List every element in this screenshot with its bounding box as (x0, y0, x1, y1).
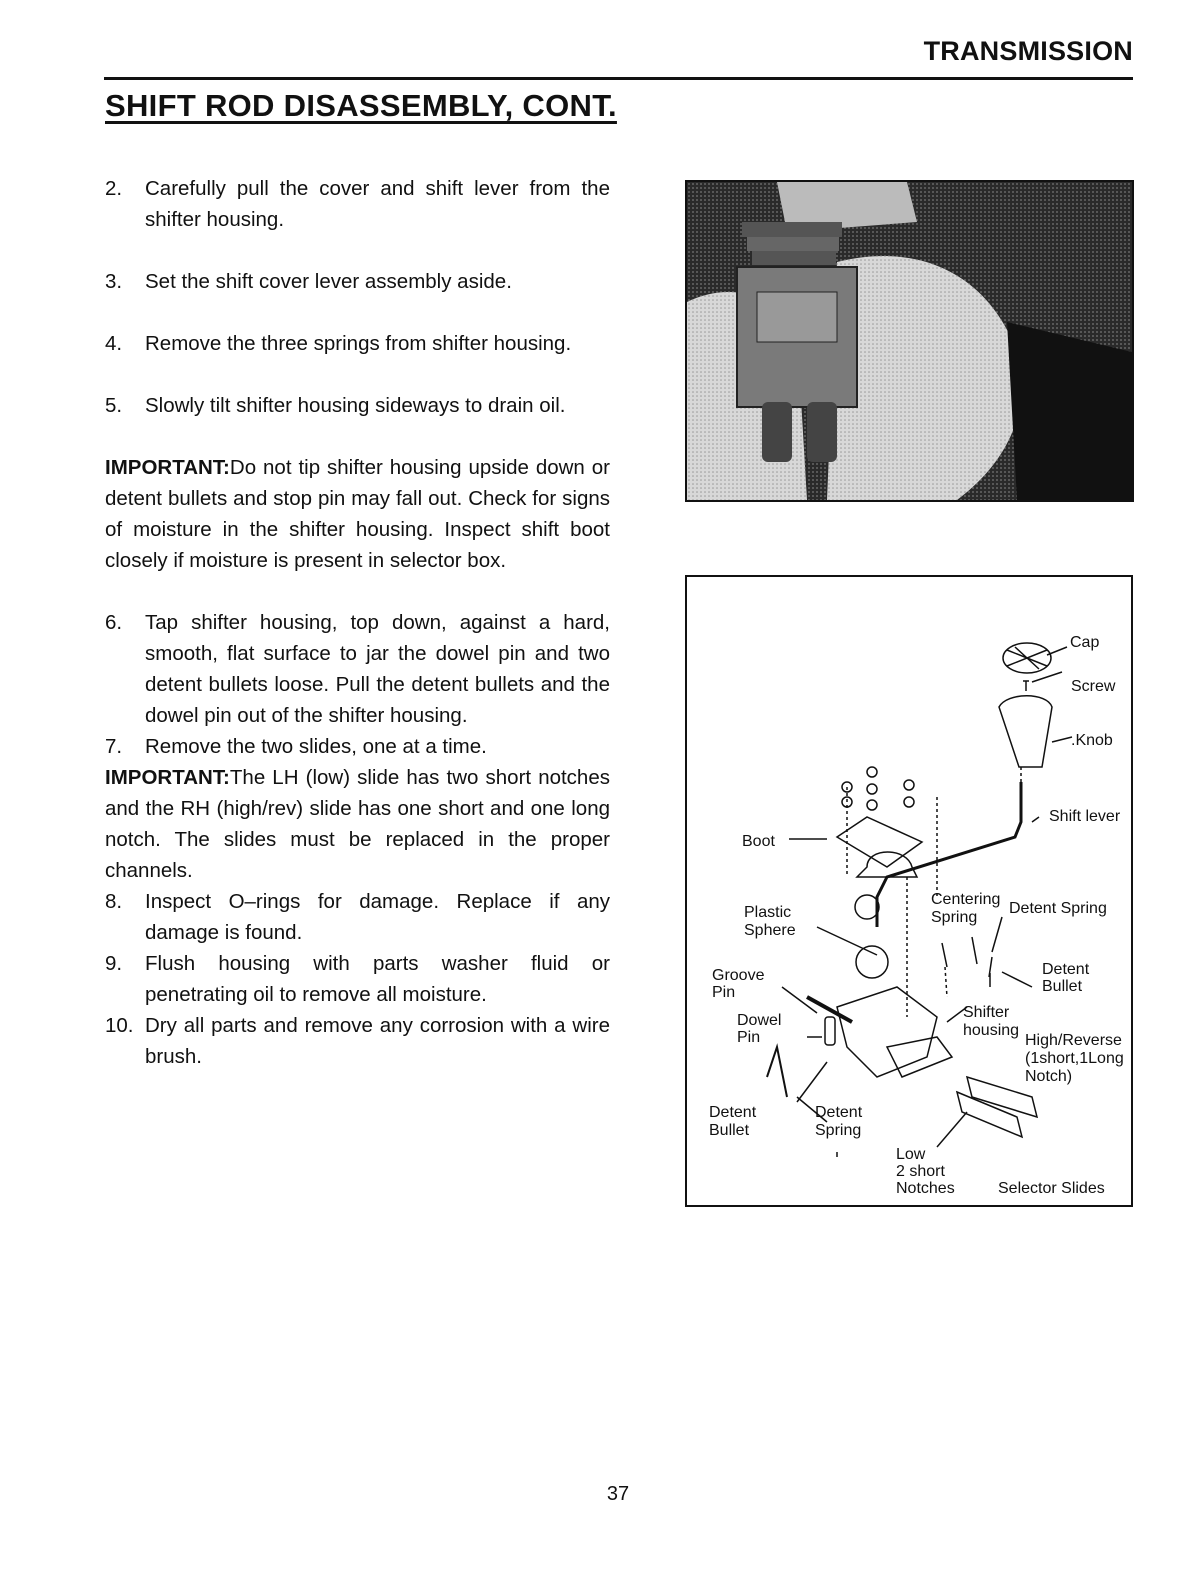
step-number: 2. (105, 177, 123, 200)
label-dowel: Dowel (737, 1012, 782, 1029)
step-text: Carefully pull the cover and shift lever from the shifter housing. (145, 177, 610, 231)
step-number: 10. (105, 1014, 134, 1037)
label-groove: Groove (712, 967, 765, 984)
diagram-svg (687, 577, 1131, 1205)
label-detent-spring-bottom: Detent (815, 1104, 863, 1121)
groove-pin-icon (807, 997, 852, 1022)
important-note (105, 452, 610, 576)
label-detent-top: Detent (1042, 961, 1090, 978)
step-item (105, 607, 610, 731)
step-item (105, 886, 610, 948)
label-detent-spring-top: Detent Spring (1009, 900, 1107, 917)
photo-illustration (687, 182, 1132, 500)
boot-icon (857, 852, 917, 877)
knob-icon (999, 696, 1052, 767)
important-text: The LH (low) slide has two short notches and the RH (high/rev) slide has one short and one long notch. The slides must be replaced in the proper channels. (105, 766, 610, 882)
step-item (105, 948, 610, 1010)
step-number: 6. (105, 611, 123, 634)
label-high-reverse: High/Reverse (1025, 1032, 1122, 1049)
label-two-short: 2 short (896, 1163, 945, 1180)
label-boot: Boot (742, 833, 775, 850)
label-notches: Notches (896, 1180, 955, 1197)
step-number: 4. (105, 332, 123, 355)
important-label: IMPORTANT: (105, 766, 230, 789)
step-number: 3. (105, 270, 123, 293)
sphere-seat-icon (856, 946, 888, 978)
page-title: SHIFT ROD DISASSEMBLY, CONT. (105, 88, 617, 123)
important-text: Do not tip shifter housing upside down or detent bullets and stop pin may fall out. Check for signs of moisture in the shifter housing. Inspect shift boot closely if moisture is present in selector box. (105, 456, 610, 572)
dowel-pin-icon (825, 1017, 835, 1045)
label-bullet-bottom: Bullet (709, 1122, 750, 1139)
label-shifter: Shifter (963, 1004, 1010, 1021)
page-number: 37 (606, 1483, 630, 1505)
step-text: Set the shift cover lever assembly aside. (145, 270, 512, 293)
label-one-short-long: (1short,1Long (1025, 1050, 1124, 1067)
step-item (105, 1010, 610, 1072)
label-centering-spring: Spring (931, 909, 978, 926)
step-item (105, 173, 610, 235)
label-plastic: Plastic (744, 904, 792, 921)
label-low: Low (896, 1146, 926, 1163)
instructions-column (105, 173, 610, 1072)
label-detent-bottom: Detent (709, 1104, 757, 1121)
step-text: Remove the two slides, one at a time. (145, 735, 487, 758)
step-text: Tap shifter housing, top down, against a hard, smooth, flat surface to jar the dowel pin and two detent bullets loose. Pull the detent bullets and the dowel pin out of the shifter housing. (145, 611, 610, 727)
detent-bullet-icon (767, 1047, 787, 1097)
label-housing: housing (963, 1022, 1020, 1039)
step-item (105, 328, 610, 359)
step-item (105, 390, 610, 421)
label-dowel-pin: Pin (737, 1029, 761, 1046)
label-notch: Notch) (1025, 1068, 1073, 1085)
label-sphere: Sphere (744, 922, 796, 939)
step-text: Remove the three springs from shifter housing. (145, 332, 572, 355)
step-text: Dry all parts and remove any corrosion with a wire brush. (145, 1014, 610, 1068)
step-number: 9. (105, 952, 123, 975)
step-item (105, 731, 610, 762)
shifter-housing-icon (837, 987, 937, 1077)
step-number: 5. (105, 394, 123, 417)
header-rule (104, 77, 1133, 80)
important-label: IMPORTANT: (105, 456, 230, 479)
shifter-housing-photo (685, 180, 1134, 502)
label-knob: .Knob (1071, 732, 1113, 749)
label-shift-lever: Shift lever (1049, 808, 1121, 825)
step-text: Flush housing with parts washer fluid or penetrating oil to remove all moisture. (145, 952, 610, 1006)
step-text: Slowly tilt shifter housing sideways to drain oil. (145, 394, 566, 417)
label-spring-bottom: Spring (815, 1122, 862, 1139)
label-selector-slides: Selector Slides (998, 1180, 1105, 1197)
important-note (105, 762, 610, 886)
step-number: 8. (105, 890, 123, 913)
label-groove-pin: Pin (712, 984, 736, 1001)
label-bullet-top: Bullet (1042, 978, 1083, 995)
label-centering: Centering (931, 891, 1001, 908)
section-label: TRANSMISSION (923, 36, 1133, 66)
plastic-sphere-icon (855, 895, 879, 919)
selector-slide-icon (957, 1092, 1022, 1137)
step-number: 7. (105, 735, 123, 758)
step-item (105, 266, 610, 297)
exploded-parts-diagram (685, 575, 1133, 1207)
screw-icon (1023, 681, 1029, 691)
label-screw: Screw (1071, 678, 1116, 695)
label-cap: Cap (1070, 634, 1100, 651)
step-text: Inspect O–rings for damage. Replace if any damage is found. (145, 890, 610, 944)
